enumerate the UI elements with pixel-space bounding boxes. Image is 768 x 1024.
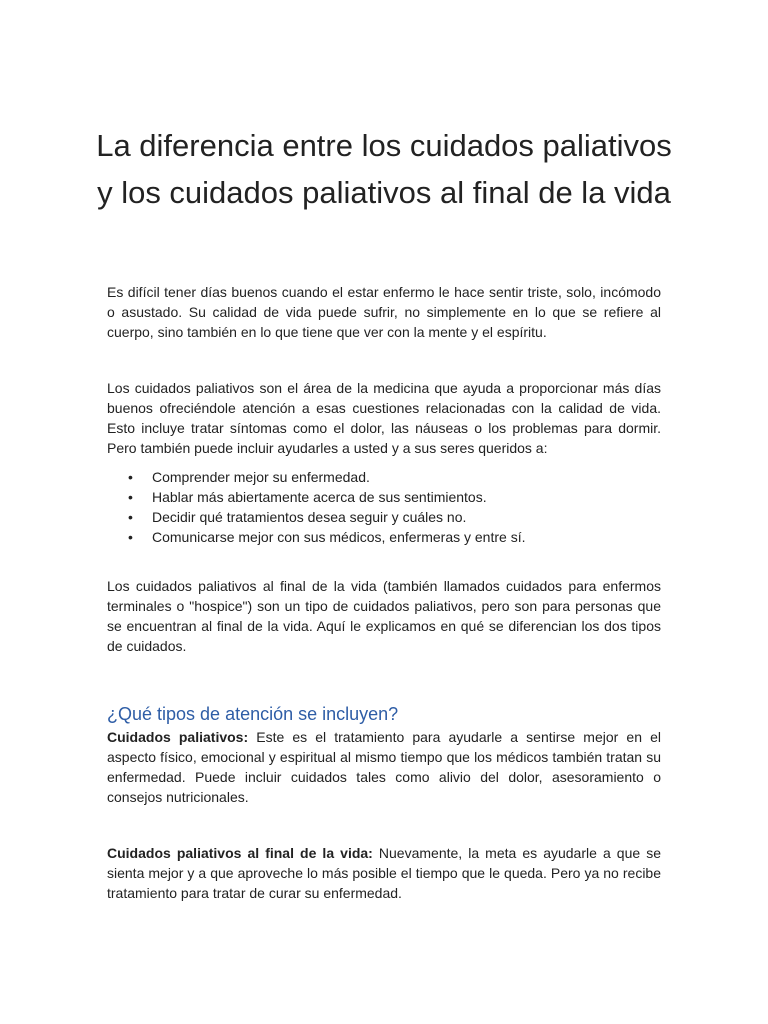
- list-item: [107, 507, 661, 527]
- bullet-icon: •: [128, 489, 133, 505]
- end-of-life-definition-text: Nuevamente, la meta es ayudarle a que se sienta mejor y a que aproveche lo más posible el tiempo que le queda. Pero ya no recibe tratamiento para tratar de curar su enfermedad.: [107, 845, 662, 901]
- bullet-icon: •: [128, 469, 133, 485]
- bullet-icon: •: [128, 509, 133, 525]
- palliative-definition-label: Cuidados paliativos:: [107, 729, 249, 745]
- intro-paragraph: Es difícil tener días buenos cuando el estar enfermo le hace sentir triste, solo, incómodo o asustado. Su calidad de vida puede sufrir, no simplemente en lo que se refiere al cuerpo, sino también en lo que tiene que ver con la mente y el espíritu.: [107, 284, 661, 340]
- list-item-text: Comprender mejor su enfermedad.: [152, 469, 370, 485]
- end-of-life-definition-label: Cuidados paliativos al final de la vida:: [107, 845, 373, 861]
- end-of-life-paragraph: Los cuidados paliativos al final de la vida (también llamados cuidados para enfermos terminales o "hospice") son un tipo de cuidados paliativos, pero son para personas que se encuentran al final de la vida. Aquí le explicamos en qué se diferencian los dos tipos de cuidados.: [107, 578, 661, 654]
- list-item: [107, 467, 661, 487]
- list-item: [107, 487, 661, 507]
- palliative-definition-text: Este es el tratamiento para ayudarle a sentirse mejor en el aspecto físico, emocional y espiritual al mismo tiempo que los médicos también tratan su enfermedad. Puede incluir cuidados tales como alivio del dolor, asesoramiento o consejos nutricionales.: [107, 729, 661, 805]
- palliative-definition-paragraph: [107, 727, 661, 807]
- section-heading: ¿Qué tipos de atención se incluyen?: [107, 704, 399, 724]
- list-item-text: Hablar más abiertamente acerca de sus sentimientos.: [152, 489, 487, 505]
- end-of-life-definition-paragraph: [107, 843, 661, 903]
- list-item-text: Decidir qué tratamientos desea seguir y cuáles no.: [152, 509, 467, 525]
- palliative-care-paragraph: Los cuidados paliativos son el área de la medicina que ayuda a proporcionar más días buenos ofreciéndole atención a esas cuestiones relacionadas con la calidad de vida. Esto incluye tratar síntomas como el dolor, las náuseas o los problemas para dormir. Pero también puede incluir ayudarles a usted y a sus seres queridos a:: [107, 380, 661, 456]
- list-item-text: Comunicarse mejor con sus médicos, enfermeras y entre sí.: [152, 529, 526, 545]
- help-list: [107, 467, 661, 547]
- page-title: La diferencia entre los cuidados paliativos y los cuidados paliativos al final de la vida: [96, 128, 672, 210]
- list-item: [107, 527, 661, 547]
- bullet-icon: •: [128, 529, 133, 545]
